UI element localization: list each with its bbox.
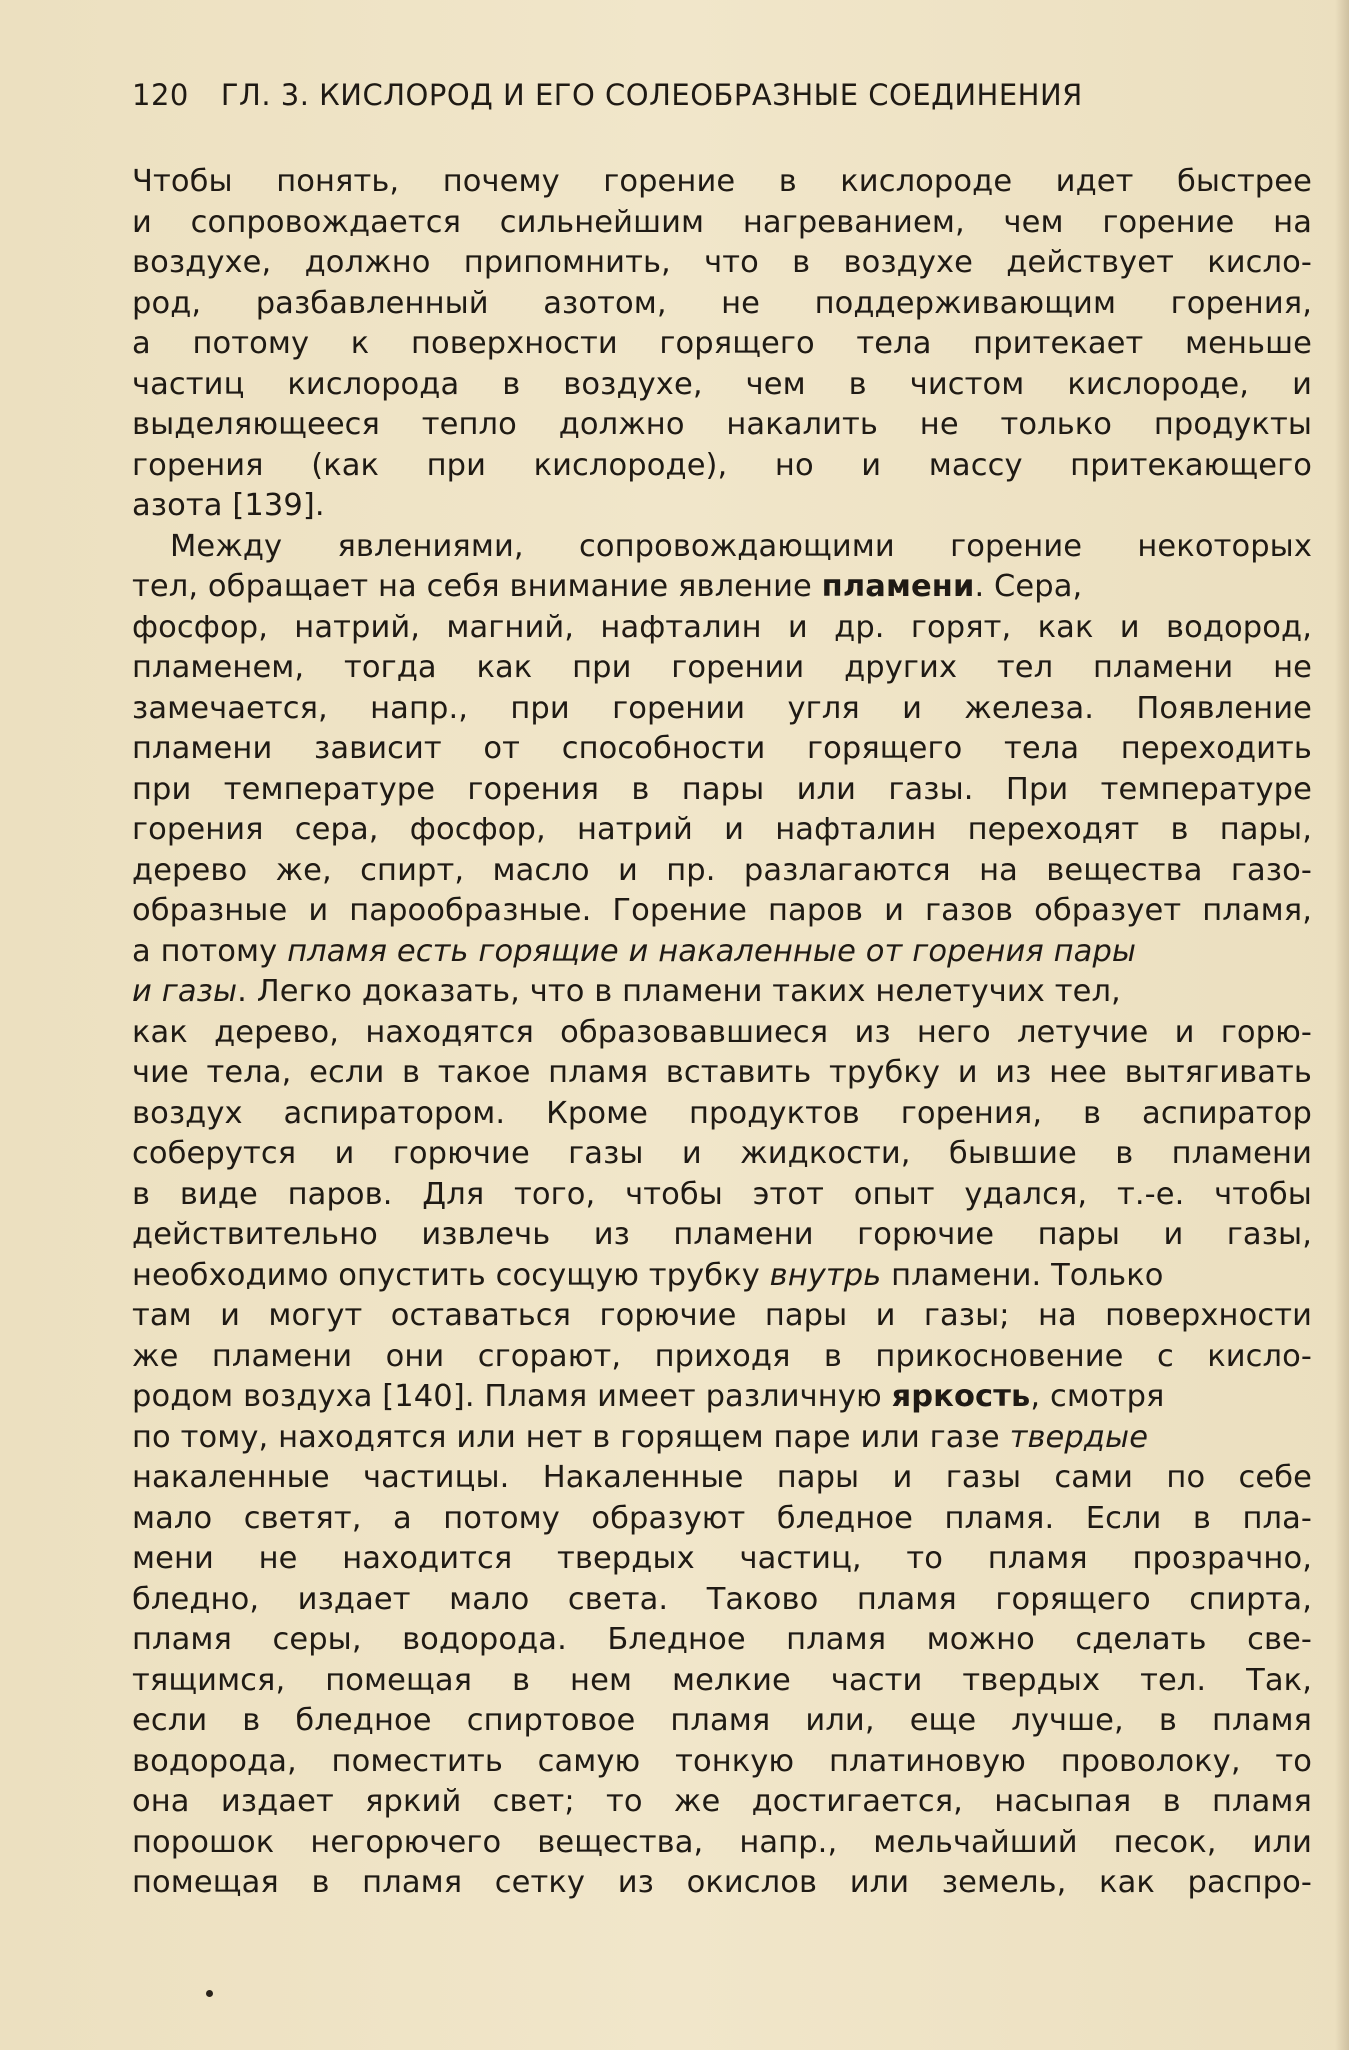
- text-line: и сопровождается сильнейшим нагреванием, чем горение на: [132, 204, 1312, 240]
- text-line: род, разбавленный азотом, не поддерживающим горения,: [132, 285, 1312, 321]
- text-line-mixed: [132, 1256, 1312, 1297]
- text-line: в виде паров. Для того, чтобы этот опыт удался, т.-е. чтобы: [132, 1176, 1312, 1212]
- text-line: воздухе, должно припомнить, что в воздухе действует кисло-: [132, 245, 1312, 280]
- term-tverdye: твердые: [1009, 1419, 1149, 1455]
- text-line-mixed: [132, 932, 1312, 973]
- text-line: мени не находится твердых частиц, то пламя прозрачно,: [132, 1541, 1312, 1576]
- text-line: фосфор, натрий, магний, нафталин и др. горят, как и водород,: [132, 609, 1312, 645]
- text-line: замечается, напр., при горении угля и железа. Появление: [132, 690, 1312, 726]
- text-line: при температуре горения в пары или газы. При температуре: [132, 771, 1312, 807]
- text-line: помещая в пламя сетку из окислов или земель, как распро-: [132, 1865, 1312, 1900]
- page-edge-shadow: [1335, 0, 1349, 2050]
- ink-speck: [206, 1990, 213, 1997]
- text-segment: . Легко доказать, что в пламени таких нелетучих тел,: [237, 974, 1121, 1009]
- text-line: соберутся и горючие газы и жидкости, бывшие в пламени: [132, 1136, 1312, 1171]
- text-line: воздух аспиратором. Кроме продуктов горения, в аспиратор: [132, 1095, 1312, 1131]
- text-line: накаленные частицы. Накаленные пары и газы сами по себе: [132, 1460, 1312, 1495]
- text-line: там и могут оставаться горючие пары и газы; на поверхности: [132, 1298, 1312, 1333]
- text-line: пламенем, тогда как при горении других тел пламени не: [132, 650, 1312, 685]
- text-line: азота [139].: [132, 488, 325, 523]
- term-plameni: пламени: [821, 569, 975, 604]
- text-line: пламени зависит от способности горящего тела переходить: [132, 731, 1312, 766]
- text-line: горения сера, фосфор, натрий и нафталин переходят в пары,: [132, 812, 1312, 847]
- text-segment: по тому, находятся или нет в горящем паре или газе: [132, 1419, 1010, 1455]
- text-line: Чтобы понять, почему горение в кислороде идет быстрее: [132, 164, 1312, 199]
- text-line: чие тела, если в такое пламя вставить трубку и из нее вытягивать: [132, 1055, 1312, 1090]
- page-number: 120: [132, 78, 189, 112]
- text-segment: родом воздуха [140]. Пламя имеет различную: [132, 1379, 892, 1414]
- text-line: а потому к поверхности горящего тела притекает меньше: [132, 326, 1312, 361]
- text-line: если в бледное спиртовое пламя или, еще лучше, в пламя: [132, 1703, 1312, 1738]
- text-line: порошок негорючего вещества, напр., мельчайший песок, или: [132, 1824, 1312, 1860]
- text-line: тящимся, помещая в нем мелкие части твердых тел. Так,: [132, 1662, 1312, 1698]
- text-line-mixed: [132, 567, 1312, 608]
- term-yarkost: яркость: [891, 1379, 1031, 1414]
- text-line-mixed: [132, 972, 1312, 1013]
- text-line-mixed: [132, 1377, 1312, 1418]
- text-line: бледно, издает мало света. Таково пламя горящего спирта,: [132, 1581, 1312, 1617]
- text-line: мало светят, а потому образуют бледное пламя. Если в пла-: [132, 1500, 1312, 1536]
- text-line: горения (как при кислороде), но и массу притекающего: [132, 447, 1312, 483]
- text-line: водорода, поместить самую тонкую платиновую проволоку, то: [132, 1743, 1312, 1779]
- body-text: [132, 162, 1312, 1904]
- text-segment: . Сера,: [974, 569, 1083, 604]
- page-header: [132, 78, 1242, 124]
- text-line: частиц кислорода в воздухе, чем в чистом кислороде, и: [132, 366, 1312, 402]
- text-line: же пламени они сгорают, приходя в прикосновение с кисло-: [132, 1338, 1312, 1374]
- chapter-title: ГЛ. 3. КИСЛОРОД И ЕГО СОЛЕОБРАЗНЫЕ СОЕДИНЕНИЯ: [220, 78, 1083, 112]
- text-segment: пламени. Только: [881, 1257, 1164, 1293]
- text-line: пламя серы, водорода. Бледное пламя можно сделать све-: [132, 1622, 1312, 1657]
- text-line: действительно извлечь из пламени горючие пары и газы,: [132, 1217, 1312, 1252]
- term-vnutr: внутрь: [769, 1257, 882, 1293]
- text-segment: , смотря: [1030, 1379, 1165, 1414]
- text-segment: необходимо опустить сосущую трубку: [132, 1257, 770, 1293]
- text-segment: тел, обращает на себя внимание явление: [132, 569, 812, 604]
- text-line: она издает яркий свет; то же достигается, насыпая в пламя: [132, 1784, 1312, 1819]
- text-line: дерево же, спирт, масло и пр. разлагаются на вещества газо-: [132, 852, 1312, 888]
- text-line: как дерево, находятся образовавшиеся из него летучие и горю-: [132, 1014, 1312, 1050]
- text-line: выделяющееся тепло должно накалить не только продукты: [132, 407, 1312, 442]
- text-segment: а потому: [132, 933, 288, 969]
- definition-flame-end: и газы: [132, 974, 238, 1009]
- definition-flame: пламя есть горящие и накаленные от горения пары: [287, 933, 1137, 969]
- text-line: образные и парообразные. Горение паров и газов образует пламя,: [132, 893, 1312, 928]
- text-line-mixed: [132, 1418, 1312, 1459]
- text-line: Между явлениями, сопровождающими горение некоторых: [170, 528, 1312, 564]
